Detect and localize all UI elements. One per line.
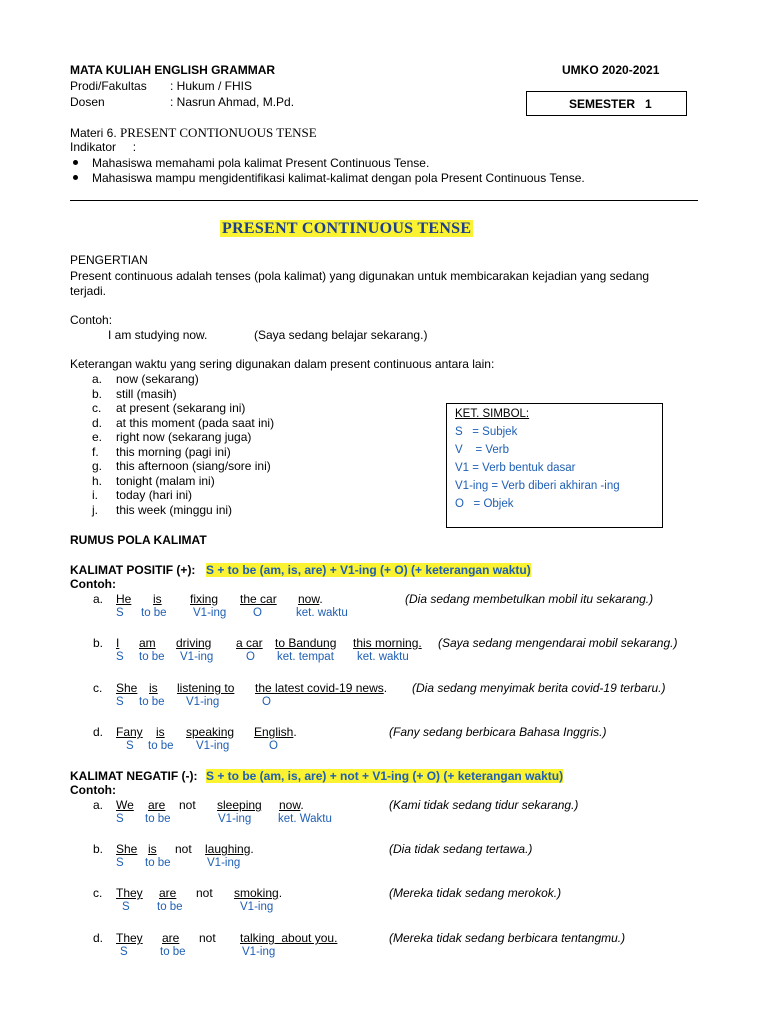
example-translation: (Saya sedang mengendarai mobil sekarang.) bbox=[438, 636, 678, 650]
part-label: to be bbox=[145, 813, 171, 825]
sentence-word: We bbox=[116, 798, 134, 812]
negatif-label: KALIMAT NEGATIF (-): bbox=[70, 769, 198, 783]
keterangan-item: at this moment (pada saat ini) bbox=[116, 416, 275, 430]
sentence-word: She bbox=[116, 681, 138, 695]
main-title: PRESENT CONTINUOUS TENSE bbox=[222, 220, 472, 237]
keterangan-intro: Keterangan waktu yang sering digunakan dalam present continuous antara lain: bbox=[70, 357, 495, 371]
part-label: V1-ing bbox=[207, 857, 241, 869]
symbol-legend-title: KET. SIMBOL: bbox=[455, 408, 530, 420]
keterangan-letter: i. bbox=[92, 488, 98, 502]
keterangan-item: at present (sekarang ini) bbox=[116, 401, 246, 415]
keterangan-letter: j. bbox=[92, 503, 98, 517]
keterangan-item: this morning (pagi ini) bbox=[116, 445, 231, 459]
part-label: S bbox=[116, 607, 124, 619]
symbol-line: V1 = Verb bentuk dasar bbox=[455, 462, 576, 474]
example-letter: a. bbox=[93, 592, 104, 606]
sentence-word: He bbox=[116, 592, 132, 606]
example-letter: b. bbox=[93, 842, 104, 856]
keterangan-letter: g. bbox=[92, 459, 103, 473]
sentence-word: fixing bbox=[190, 592, 219, 606]
part-label: S bbox=[116, 813, 124, 825]
keterangan-item: this afternoon (siang/sore ini) bbox=[116, 459, 271, 473]
part-label: S bbox=[116, 857, 124, 869]
part-label: O bbox=[246, 651, 255, 663]
sentence-word: are bbox=[148, 798, 166, 812]
semester-label: SEMESTER 1 bbox=[569, 97, 652, 111]
sentence-word: is bbox=[153, 592, 162, 606]
indikator-label: Indikator : bbox=[70, 140, 137, 154]
sentence-word: are bbox=[159, 886, 177, 900]
part-label: to be bbox=[160, 946, 186, 958]
positif-label: KALIMAT POSITIF (+): bbox=[70, 563, 196, 577]
part-label: V1-ing bbox=[196, 740, 230, 752]
sentence-word: the latest covid-19 news. bbox=[255, 681, 388, 695]
sentence-word: They bbox=[116, 886, 143, 900]
divider bbox=[70, 200, 698, 201]
sentence-word: not bbox=[196, 886, 213, 900]
symbol-line: O = Objek bbox=[455, 498, 514, 510]
sentence-word: not bbox=[179, 798, 196, 812]
sentence-word: listening to bbox=[177, 681, 235, 695]
bullet-icon bbox=[73, 160, 78, 165]
sentence-word: are bbox=[162, 931, 180, 945]
sentence-word: Fany bbox=[116, 725, 143, 739]
part-label: V1-ing bbox=[218, 813, 252, 825]
part-label: V1-ing bbox=[242, 946, 276, 958]
sentence-word: They bbox=[116, 931, 143, 945]
example-translation: (Dia tidak sedang tertawa.) bbox=[389, 842, 533, 856]
materi-title: PRESENT CONTIONUOUS TENSE bbox=[120, 125, 317, 140]
sentence-word: She bbox=[116, 842, 138, 856]
part-label: ket. waktu bbox=[296, 607, 348, 619]
keterangan-letter: a. bbox=[92, 372, 103, 386]
sentence-word: now. bbox=[279, 798, 304, 812]
part-label: O bbox=[262, 696, 271, 708]
part-label: to be bbox=[139, 696, 165, 708]
keterangan-item: still (masih) bbox=[116, 387, 177, 401]
symbol-legend-box bbox=[446, 403, 663, 528]
sentence-word: not bbox=[199, 931, 216, 945]
example-translation: (Fany sedang berbicara Bahasa Inggris.) bbox=[389, 725, 607, 739]
contoh-label: Contoh: bbox=[70, 313, 113, 327]
part-label: ket. tempat bbox=[277, 651, 334, 663]
symbol-line: S = Subjek bbox=[455, 426, 518, 438]
example-translation: (Saya sedang belajar sekarang.) bbox=[254, 328, 428, 342]
keterangan-letter: d. bbox=[92, 416, 103, 430]
example-translation: (Mereka tidak sedang berbicara tentangmu.) bbox=[389, 931, 626, 945]
negatif-formula: S + to be (am, is, are) + not + V1-ing (+ O) (+ keterangan waktu) bbox=[206, 769, 564, 783]
materi-heading bbox=[70, 125, 317, 141]
example-translation: (Mereka tidak sedang merokok.) bbox=[389, 886, 562, 900]
example-letter: b. bbox=[93, 636, 104, 650]
part-label: V1-ing bbox=[240, 901, 274, 913]
sentence-word: English. bbox=[254, 725, 297, 739]
pengertian-heading: PENGERTIAN bbox=[70, 253, 148, 267]
sentence-word: a car bbox=[236, 636, 263, 650]
positif-formula: S + to be (am, is, are) + V1-ing (+ O) (+ keterangan waktu) bbox=[206, 563, 531, 577]
example-letter: d. bbox=[93, 931, 104, 945]
part-label: S bbox=[126, 740, 134, 752]
example-translation: (Kami tidak sedang tidur sekarang.) bbox=[389, 798, 579, 812]
keterangan-item: right now (sekarang juga) bbox=[116, 430, 252, 444]
sentence-word: laughing. bbox=[205, 842, 254, 856]
keterangan-letter: h. bbox=[92, 474, 103, 488]
sentence-word: this morning. bbox=[353, 636, 422, 650]
pengertian-text: terjadi. bbox=[70, 284, 107, 298]
contoh-label: Contoh: bbox=[70, 577, 116, 591]
sentence-word: the car bbox=[240, 592, 277, 606]
part-label: V1-ing bbox=[193, 607, 227, 619]
sentence-word: sleeping bbox=[217, 798, 262, 812]
part-label: O bbox=[269, 740, 278, 752]
prodi-value: : Hukum / FHIS bbox=[170, 79, 253, 93]
contoh-label: Contoh: bbox=[70, 783, 116, 797]
example-letter: c. bbox=[93, 886, 103, 900]
example-translation: (Dia sedang menyimak berita covid-19 terbaru.) bbox=[412, 681, 666, 695]
materi-label: Materi 6. bbox=[70, 126, 117, 140]
part-label: to be bbox=[141, 607, 167, 619]
keterangan-letter: c. bbox=[92, 401, 102, 415]
example-translation: (Dia sedang membetulkan mobil itu sekarang.) bbox=[405, 592, 654, 606]
sentence-word: smoking. bbox=[234, 886, 283, 900]
dosen-value: : Nasrun Ahmad, M.Pd. bbox=[170, 95, 295, 109]
keterangan-item: this week (minggu ini) bbox=[116, 503, 233, 517]
part-label: to be bbox=[145, 857, 171, 869]
example-letter: a. bbox=[93, 798, 104, 812]
sentence-word: to Bandung bbox=[275, 636, 337, 650]
keterangan-item: now (sekarang) bbox=[116, 372, 199, 386]
example-sentence: I am studying now. bbox=[108, 328, 208, 342]
rumus-heading: RUMUS POLA KALIMAT bbox=[70, 533, 207, 547]
sentence-word: speaking bbox=[186, 725, 235, 739]
part-label: to be bbox=[139, 651, 165, 663]
part-label: V1-ing bbox=[186, 696, 220, 708]
sentence-word: now. bbox=[298, 592, 323, 606]
part-label: O bbox=[253, 607, 262, 619]
sentence-word: not bbox=[175, 842, 192, 856]
keterangan-item: today (hari ini) bbox=[116, 488, 193, 502]
course-title: MATA KULIAH ENGLISH GRAMMAR bbox=[70, 63, 276, 77]
part-label: S bbox=[116, 696, 124, 708]
sentence-word: I bbox=[116, 636, 120, 650]
symbol-line: V = Verb bbox=[455, 444, 510, 456]
example-letter: c. bbox=[93, 681, 103, 695]
example-letter: d. bbox=[93, 725, 104, 739]
keterangan-letter: e. bbox=[92, 430, 103, 444]
keterangan-letter: f. bbox=[92, 445, 99, 459]
part-label: ket. waktu bbox=[357, 651, 409, 663]
part-label: S bbox=[116, 651, 124, 663]
symbol-line: V1-ing = Verb diberi akhiran -ing bbox=[455, 480, 620, 492]
sentence-word: is bbox=[148, 842, 157, 856]
part-label: S bbox=[122, 901, 130, 913]
sentence-word: is bbox=[149, 681, 158, 695]
sentence-word: is bbox=[156, 725, 165, 739]
sentence-word: driving bbox=[176, 636, 212, 650]
indikator-item: Mahasiswa memahami pola kalimat Present Continuous Tense. bbox=[73, 156, 429, 170]
part-label: V1-ing bbox=[180, 651, 214, 663]
academic-year: UMKO 2020-2021 bbox=[562, 63, 660, 77]
part-label: to be bbox=[157, 901, 183, 913]
prodi-label: Prodi/Fakultas bbox=[70, 79, 147, 93]
part-label: S bbox=[120, 946, 128, 958]
pengertian-text: Present continuous adalah tenses (pola kalimat) yang digunakan untuk membicarakan kejadian yang sedang bbox=[70, 269, 650, 283]
semester-box bbox=[526, 91, 687, 116]
keterangan-letter: b. bbox=[92, 387, 103, 401]
indikator-item: Mahasiswa mampu mengidentifikasi kalimat-kalimat dengan pola Present Continuous Tense. bbox=[73, 171, 585, 185]
sentence-word: am bbox=[139, 636, 156, 650]
dosen-label: Dosen bbox=[70, 95, 105, 109]
part-label: ket. Waktu bbox=[278, 813, 332, 825]
part-label: to be bbox=[148, 740, 174, 752]
keterangan-item: tonight (malam ini) bbox=[116, 474, 215, 488]
sentence-word: talking about you. bbox=[240, 931, 338, 945]
bullet-icon bbox=[73, 175, 78, 180]
